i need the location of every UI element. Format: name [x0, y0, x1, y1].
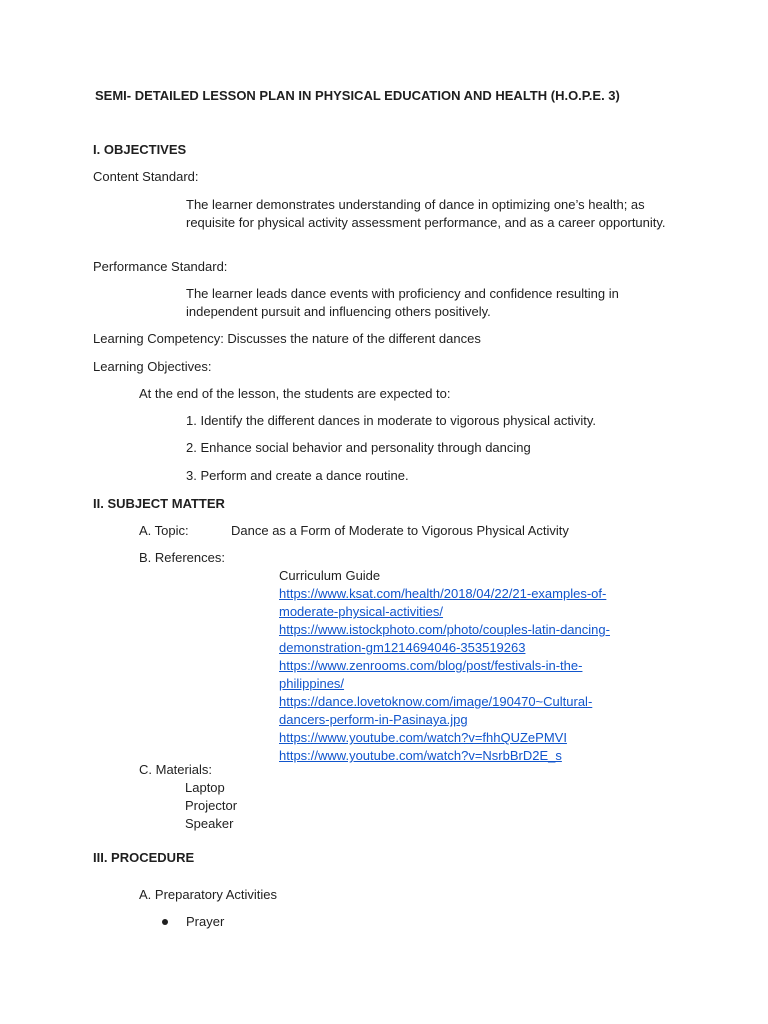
reference-link[interactable]: https://www.ksat.com/health/2018/04/22/21-examples-of- [279, 586, 607, 601]
performance-standard-text: The learner leads dance events with proficiency and confidence resulting in independent pursuit and influencing others positively. [186, 286, 619, 319]
references-list [279, 567, 659, 765]
material-item: Speaker [185, 816, 234, 831]
objectives-heading: I. OBJECTIVES [93, 142, 187, 157]
reference-link[interactable]: https://www.zenrooms.com/blog/post/festivals-in-the- [279, 658, 583, 673]
reference-curriculum-guide: Curriculum Guide [279, 568, 381, 583]
content-standard-label: Content Standard: [93, 169, 199, 184]
procedure-heading: III. PROCEDURE [93, 850, 195, 865]
reference-link[interactable]: https://www.youtube.com/watch?v=NsrbBrD2E_s [279, 748, 562, 763]
objective-item-1: 1. Identify the different dances in moderate to vigorous physical activity. [186, 413, 596, 428]
learning-objectives-label: Learning Objectives: [93, 359, 212, 374]
reference-link[interactable]: https://www.istockphoto.com/photo/couples-latin-dancing- [279, 622, 610, 637]
reference-link[interactable]: dancers-perform-in-Pasinaya.jpg [279, 712, 468, 727]
learning-competency: Learning Competency: Discusses the nature of the different dances [93, 331, 481, 346]
topic-label: A. Topic: [139, 523, 189, 538]
objective-item-2: 2. Enhance social behavior and personality through dancing [186, 440, 531, 455]
objective-item-3: 3. Perform and create a dance routine. [186, 468, 409, 483]
material-item: Laptop [185, 780, 225, 795]
subject-matter-heading: II. SUBJECT MATTER [93, 496, 225, 511]
document-title: SEMI- DETAILED LESSON PLAN IN PHYSICAL EDUCATION AND HEALTH (H.O.P.E. 3) [95, 88, 620, 103]
topic-value: Dance as a Form of Moderate to Vigorous Physical Activity [231, 523, 569, 538]
materials-section [139, 761, 237, 833]
performance-standard-label: Performance Standard: [93, 259, 228, 274]
reference-link[interactable]: https://dance.lovetoknow.com/image/190470~Cultural- [279, 694, 593, 709]
bullet-dot-icon [162, 919, 168, 925]
reference-link[interactable]: https://www.youtube.com/watch?v=fhhQUZePMVI [279, 730, 567, 745]
reference-link[interactable]: moderate-physical-activities/ [279, 604, 444, 619]
bullet-item-prayer: Prayer [186, 914, 225, 929]
reference-link[interactable]: philippines/ [279, 676, 345, 691]
preparatory-activities-label: A. Preparatory Activities [139, 887, 277, 902]
materials-label: C. Materials: [139, 762, 212, 777]
references-label: B. References: [139, 550, 225, 565]
reference-link[interactable]: demonstration-gm1214694046-353519263 [279, 640, 526, 655]
content-standard-text: The learner demonstrates understanding of dance in optimizing one’s health; as requisite for physical activity assessment performance, and as a career opportunity. [186, 197, 666, 230]
material-item: Projector [185, 798, 238, 813]
objectives-intro: At the end of the lesson, the students are expected to: [139, 386, 451, 401]
